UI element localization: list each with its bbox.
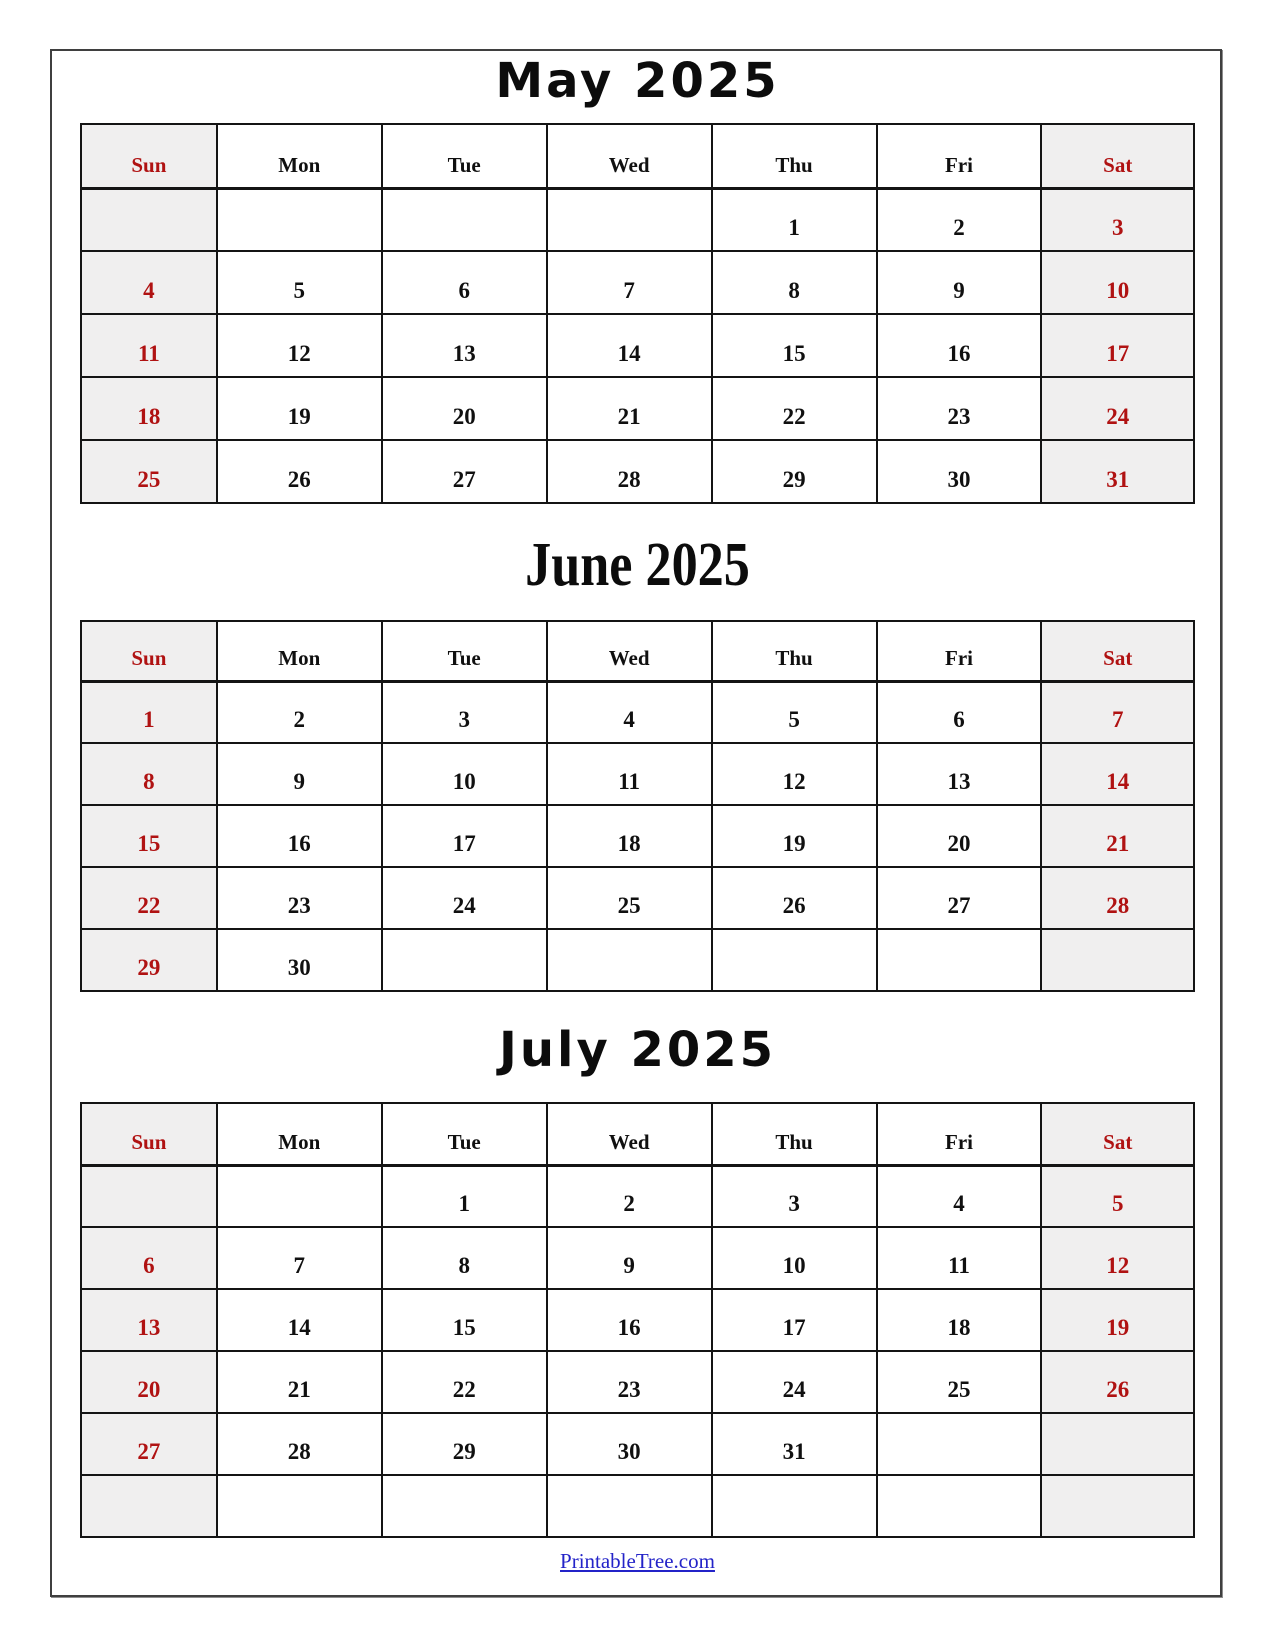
weekday-header-mon: Mon xyxy=(217,1103,382,1165)
weekday-header-thu: Thu xyxy=(712,621,877,681)
day-cell-july-18: 18 xyxy=(877,1289,1042,1351)
empty-day-cell xyxy=(547,188,712,251)
empty-day-cell xyxy=(382,188,547,251)
day-cell-june-28: 28 xyxy=(1041,867,1194,929)
empty-day-cell xyxy=(877,929,1042,991)
day-cell-july-7: 7 xyxy=(217,1227,382,1289)
day-cell-july-14: 14 xyxy=(217,1289,382,1351)
day-cell-may-22: 22 xyxy=(712,377,877,440)
weekday-header-wed: Wed xyxy=(547,621,712,681)
day-cell-june-6: 6 xyxy=(877,681,1042,743)
week-row xyxy=(81,188,1194,251)
empty-day-cell xyxy=(877,1413,1042,1475)
day-cell-may-6: 6 xyxy=(382,251,547,314)
day-cell-june-5: 5 xyxy=(712,681,877,743)
day-cell-june-8: 8 xyxy=(81,743,217,805)
weekday-header-row xyxy=(81,1103,1194,1165)
day-cell-june-15: 15 xyxy=(81,805,217,867)
day-cell-july-25: 25 xyxy=(877,1351,1042,1413)
week-row xyxy=(81,867,1194,929)
day-cell-july-11: 11 xyxy=(877,1227,1042,1289)
day-cell-may-27: 27 xyxy=(382,440,547,503)
weekday-header-tue: Tue xyxy=(382,1103,547,1165)
day-cell-july-23: 23 xyxy=(547,1351,712,1413)
week-row xyxy=(81,251,1194,314)
month-title-may: May 2025 xyxy=(495,53,780,109)
day-cell-may-1: 1 xyxy=(712,188,877,251)
weekday-header-sun: Sun xyxy=(81,124,217,188)
day-cell-june-23: 23 xyxy=(217,867,382,929)
footer xyxy=(80,1538,1195,1574)
week-row xyxy=(81,1351,1194,1413)
month-section-july xyxy=(80,992,1195,1538)
weekday-header-fri: Fri xyxy=(877,124,1042,188)
weekday-header-wed: Wed xyxy=(547,1103,712,1165)
day-cell-may-11: 11 xyxy=(81,314,217,377)
day-cell-may-26: 26 xyxy=(217,440,382,503)
empty-day-cell xyxy=(217,1475,382,1537)
day-cell-june-21: 21 xyxy=(1041,805,1194,867)
day-cell-july-5: 5 xyxy=(1041,1165,1194,1227)
weekday-header-thu: Thu xyxy=(712,124,877,188)
empty-day-cell xyxy=(217,188,382,251)
week-row xyxy=(81,440,1194,503)
week-row xyxy=(81,681,1194,743)
day-cell-may-16: 16 xyxy=(877,314,1042,377)
day-cell-may-18: 18 xyxy=(81,377,217,440)
week-row xyxy=(81,314,1194,377)
day-cell-july-20: 20 xyxy=(81,1351,217,1413)
weekday-header-mon: Mon xyxy=(217,124,382,188)
week-row xyxy=(81,1475,1194,1537)
day-cell-july-16: 16 xyxy=(547,1289,712,1351)
week-row xyxy=(81,377,1194,440)
day-cell-may-24: 24 xyxy=(1041,377,1194,440)
day-cell-july-28: 28 xyxy=(217,1413,382,1475)
day-cell-june-1: 1 xyxy=(81,681,217,743)
day-cell-june-4: 4 xyxy=(547,681,712,743)
empty-day-cell xyxy=(1041,1475,1194,1537)
day-cell-july-9: 9 xyxy=(547,1227,712,1289)
day-cell-july-29: 29 xyxy=(382,1413,547,1475)
day-cell-may-3: 3 xyxy=(1041,188,1194,251)
empty-day-cell xyxy=(877,1475,1042,1537)
weekday-header-row xyxy=(81,124,1194,188)
weekday-header-fri: Fri xyxy=(877,1103,1042,1165)
day-cell-july-30: 30 xyxy=(547,1413,712,1475)
day-cell-may-10: 10 xyxy=(1041,251,1194,314)
empty-day-cell xyxy=(382,1475,547,1537)
weekday-header-sat: Sat xyxy=(1041,1103,1194,1165)
calendar-table-july xyxy=(80,1102,1195,1538)
day-cell-june-9: 9 xyxy=(217,743,382,805)
day-cell-may-8: 8 xyxy=(712,251,877,314)
day-cell-july-13: 13 xyxy=(81,1289,217,1351)
day-cell-may-4: 4 xyxy=(81,251,217,314)
day-cell-june-10: 10 xyxy=(382,743,547,805)
empty-day-cell xyxy=(1041,929,1194,991)
empty-day-cell xyxy=(712,1475,877,1537)
page-content xyxy=(80,49,1195,1574)
empty-day-cell xyxy=(1041,1413,1194,1475)
printabletree-link[interactable]: PrintableTree.com xyxy=(560,1549,715,1573)
day-cell-july-31: 31 xyxy=(712,1413,877,1475)
day-cell-may-15: 15 xyxy=(712,314,877,377)
day-cell-june-26: 26 xyxy=(712,867,877,929)
day-cell-july-8: 8 xyxy=(382,1227,547,1289)
day-cell-june-24: 24 xyxy=(382,867,547,929)
empty-day-cell xyxy=(81,1475,217,1537)
day-cell-june-13: 13 xyxy=(877,743,1042,805)
day-cell-july-26: 26 xyxy=(1041,1351,1194,1413)
day-cell-june-17: 17 xyxy=(382,805,547,867)
empty-day-cell xyxy=(81,1165,217,1227)
week-row xyxy=(81,929,1194,991)
weekday-header-mon: Mon xyxy=(217,621,382,681)
week-row xyxy=(81,1165,1194,1227)
weekday-header-sun: Sun xyxy=(81,621,217,681)
empty-day-cell xyxy=(81,188,217,251)
day-cell-may-12: 12 xyxy=(217,314,382,377)
day-cell-may-31: 31 xyxy=(1041,440,1194,503)
day-cell-july-15: 15 xyxy=(382,1289,547,1351)
day-cell-may-14: 14 xyxy=(547,314,712,377)
day-cell-july-24: 24 xyxy=(712,1351,877,1413)
day-cell-may-19: 19 xyxy=(217,377,382,440)
day-cell-june-27: 27 xyxy=(877,867,1042,929)
empty-day-cell xyxy=(547,929,712,991)
day-cell-june-29: 29 xyxy=(81,929,217,991)
day-cell-july-6: 6 xyxy=(81,1227,217,1289)
day-cell-june-19: 19 xyxy=(712,805,877,867)
day-cell-july-3: 3 xyxy=(712,1165,877,1227)
day-cell-july-12: 12 xyxy=(1041,1227,1194,1289)
month-title-june: June 2025 xyxy=(525,528,750,599)
week-row xyxy=(81,1227,1194,1289)
day-cell-may-2: 2 xyxy=(877,188,1042,251)
day-cell-june-11: 11 xyxy=(547,743,712,805)
day-cell-july-27: 27 xyxy=(81,1413,217,1475)
day-cell-may-30: 30 xyxy=(877,440,1042,503)
day-cell-july-19: 19 xyxy=(1041,1289,1194,1351)
day-cell-july-17: 17 xyxy=(712,1289,877,1351)
day-cell-june-7: 7 xyxy=(1041,681,1194,743)
calendar-table-june xyxy=(80,620,1195,992)
day-cell-june-3: 3 xyxy=(382,681,547,743)
week-row xyxy=(81,805,1194,867)
day-cell-june-14: 14 xyxy=(1041,743,1194,805)
month-section-may xyxy=(80,49,1195,504)
day-cell-june-22: 22 xyxy=(81,867,217,929)
weekday-header-wed: Wed xyxy=(547,124,712,188)
day-cell-july-2: 2 xyxy=(547,1165,712,1227)
month-title-july: July 2025 xyxy=(498,1022,777,1078)
day-cell-may-5: 5 xyxy=(217,251,382,314)
day-cell-may-25: 25 xyxy=(81,440,217,503)
day-cell-may-21: 21 xyxy=(547,377,712,440)
week-row xyxy=(81,1413,1194,1475)
weekday-header-sat: Sat xyxy=(1041,124,1194,188)
weekday-header-tue: Tue xyxy=(382,124,547,188)
day-cell-july-22: 22 xyxy=(382,1351,547,1413)
week-row xyxy=(81,1289,1194,1351)
weekday-header-row xyxy=(81,621,1194,681)
empty-day-cell xyxy=(547,1475,712,1537)
day-cell-may-13: 13 xyxy=(382,314,547,377)
day-cell-may-28: 28 xyxy=(547,440,712,503)
day-cell-june-18: 18 xyxy=(547,805,712,867)
day-cell-june-16: 16 xyxy=(217,805,382,867)
empty-day-cell xyxy=(712,929,877,991)
weekday-header-sun: Sun xyxy=(81,1103,217,1165)
weekday-header-thu: Thu xyxy=(712,1103,877,1165)
day-cell-may-7: 7 xyxy=(547,251,712,314)
day-cell-june-12: 12 xyxy=(712,743,877,805)
weekday-header-sat: Sat xyxy=(1041,621,1194,681)
weekday-header-fri: Fri xyxy=(877,621,1042,681)
weekday-header-tue: Tue xyxy=(382,621,547,681)
day-cell-july-1: 1 xyxy=(382,1165,547,1227)
day-cell-may-20: 20 xyxy=(382,377,547,440)
day-cell-may-23: 23 xyxy=(877,377,1042,440)
day-cell-may-17: 17 xyxy=(1041,314,1194,377)
empty-day-cell xyxy=(217,1165,382,1227)
day-cell-july-21: 21 xyxy=(217,1351,382,1413)
day-cell-june-20: 20 xyxy=(877,805,1042,867)
calendar-table-may xyxy=(80,123,1195,504)
day-cell-june-25: 25 xyxy=(547,867,712,929)
month-section-june xyxy=(80,504,1195,992)
empty-day-cell xyxy=(382,929,547,991)
day-cell-june-2: 2 xyxy=(217,681,382,743)
day-cell-july-10: 10 xyxy=(712,1227,877,1289)
day-cell-july-4: 4 xyxy=(877,1165,1042,1227)
day-cell-may-9: 9 xyxy=(877,251,1042,314)
day-cell-june-30: 30 xyxy=(217,929,382,991)
week-row xyxy=(81,743,1194,805)
day-cell-may-29: 29 xyxy=(712,440,877,503)
